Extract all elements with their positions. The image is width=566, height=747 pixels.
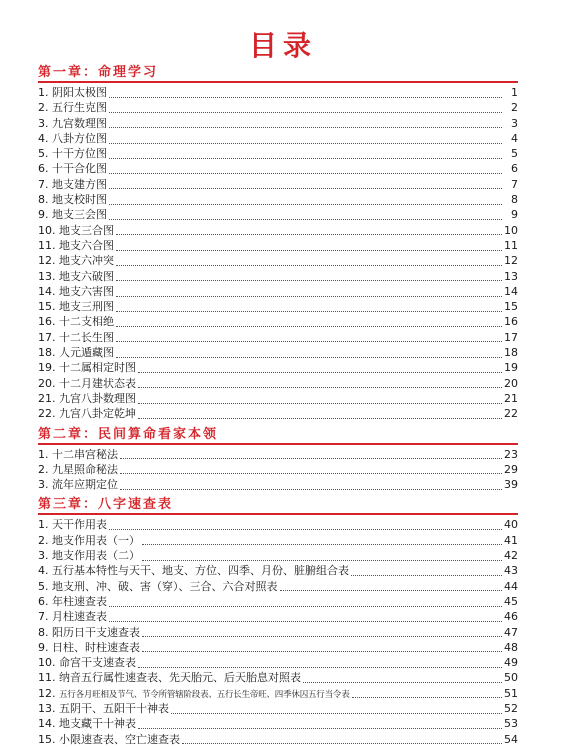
entry-label: 地支六冲突 xyxy=(59,254,114,268)
toc-entry[interactable] xyxy=(38,391,518,406)
chapter-divider xyxy=(38,513,518,515)
chapter-title: 第一章：命理学习 xyxy=(38,65,159,80)
dot-leader xyxy=(303,673,502,683)
toc-entry[interactable] xyxy=(38,548,518,563)
entry-label: 地支建方图 xyxy=(52,177,107,191)
page-title: 目录 xyxy=(248,29,317,62)
dot-leader xyxy=(120,449,502,459)
entry-label: 地支刑、冲、破、害（穿）、三合、六合对照表 xyxy=(52,579,278,593)
entry-page-number: 8 xyxy=(511,193,518,207)
entry-number: 6. xyxy=(38,162,49,176)
entry-label: 地支作用表（二） xyxy=(52,549,140,563)
entry-page-number: 5 xyxy=(511,147,518,161)
toc-entry[interactable] xyxy=(38,609,518,624)
entry-page-number: 16 xyxy=(504,315,518,329)
toc-entry[interactable] xyxy=(38,269,518,284)
toc-entry[interactable] xyxy=(38,330,518,345)
entry-label: 日柱、时柱速查表 xyxy=(52,640,140,654)
entry-page-number: 22 xyxy=(504,407,518,421)
toc-entry[interactable] xyxy=(38,360,518,375)
entry-label: 地支三合图 xyxy=(59,223,114,237)
entry-number: 18. xyxy=(38,346,56,360)
dot-leader xyxy=(351,566,502,576)
entry-page-number: 51 xyxy=(504,686,518,700)
entry-label: 地支三会图 xyxy=(52,208,107,222)
entry-number: 14. xyxy=(38,717,56,731)
entry-page-number: 52 xyxy=(504,701,518,715)
dot-leader xyxy=(116,256,502,266)
entry-number: 3. xyxy=(38,478,49,492)
entry-number: 13. xyxy=(38,701,56,715)
dot-leader xyxy=(109,179,502,189)
entry-label: 地支作用表（一） xyxy=(52,533,140,547)
toc-entry[interactable] xyxy=(38,131,518,146)
toc-entry[interactable] xyxy=(38,579,518,594)
entry-label: 阴阳太极图 xyxy=(52,86,107,99)
toc-entry[interactable] xyxy=(38,238,518,253)
toc-entry[interactable] xyxy=(38,314,518,329)
dot-leader xyxy=(116,241,502,251)
dot-leader xyxy=(116,317,502,327)
entry-label: 十干方位图 xyxy=(52,147,107,161)
entry-page-number: 19 xyxy=(504,361,518,375)
entry-number: 3. xyxy=(38,549,49,563)
entry-page-number: 9 xyxy=(511,208,518,222)
toc-entry[interactable] xyxy=(38,701,518,716)
dot-leader xyxy=(109,612,502,622)
toc-entry[interactable] xyxy=(38,594,518,609)
dot-leader xyxy=(142,642,502,652)
dot-leader xyxy=(116,348,502,358)
dot-leader xyxy=(109,597,502,607)
entry-number: 19. xyxy=(38,361,56,375)
entry-number: 10. xyxy=(38,223,56,237)
entry-page-number: 17 xyxy=(504,330,518,344)
entry-number: 20. xyxy=(38,376,56,390)
toc-entry[interactable] xyxy=(38,223,518,238)
toc-entry[interactable] xyxy=(38,100,518,115)
entry-number: 4. xyxy=(38,131,49,145)
entry-label: 十二月建状态表 xyxy=(59,376,136,390)
chapter-divider xyxy=(38,443,518,445)
entry-page-number: 20 xyxy=(504,376,518,390)
entry-label: 阳历日干支速查表 xyxy=(52,625,140,639)
chapter-divider xyxy=(38,81,518,83)
toc-entry[interactable] xyxy=(38,716,518,731)
dot-leader xyxy=(142,627,502,637)
toc-entry[interactable] xyxy=(38,177,518,192)
entry-page-number: 6 xyxy=(511,162,518,176)
entry-number: 5. xyxy=(38,579,49,593)
chapter-title: 第二章：民间算命看家本领 xyxy=(38,426,219,442)
entry-page-number: 54 xyxy=(504,732,518,746)
dot-leader xyxy=(109,103,502,113)
dot-leader xyxy=(280,581,503,591)
dot-leader xyxy=(120,480,502,490)
entry-number: 13. xyxy=(38,269,56,283)
dot-leader xyxy=(138,378,502,388)
entry-label: 九宫八卦数理图 xyxy=(59,391,136,405)
entry-page-number: 21 xyxy=(504,391,518,405)
entry-page-number: 1 xyxy=(511,86,518,99)
entry-label: 地支六害图 xyxy=(59,284,114,298)
entry-number: 10. xyxy=(38,656,56,670)
toc-entry[interactable] xyxy=(38,207,518,222)
entry-number: 21. xyxy=(38,391,56,405)
entry-page-number: 48 xyxy=(504,640,518,654)
dot-leader xyxy=(138,719,502,729)
entry-label: 九宫数理图 xyxy=(52,116,107,130)
entry-page-number: 53 xyxy=(504,717,518,731)
entry-page-number: 47 xyxy=(504,625,518,639)
entry-page-number: 29 xyxy=(504,462,518,476)
dot-leader xyxy=(138,658,502,668)
toc-entry[interactable] xyxy=(38,406,518,421)
entry-label: 地支藏干十神表 xyxy=(59,717,136,731)
entry-page-number: 41 xyxy=(504,533,518,547)
entry-number: 1. xyxy=(38,447,49,461)
entry-label: 年柱速查表 xyxy=(52,594,107,608)
entry-number: 16. xyxy=(38,315,56,329)
entry-label: 十二串宫秘法 xyxy=(52,447,118,461)
entry-label: 五行基本特性与天干、地支、方位、四季、月份、脏腑组合表 xyxy=(52,564,349,578)
chapter-section xyxy=(38,496,518,746)
dot-leader xyxy=(109,195,502,205)
dot-leader xyxy=(116,302,502,312)
entry-page-number: 42 xyxy=(504,549,518,563)
entry-page-number: 50 xyxy=(504,671,518,685)
toc-entry[interactable] xyxy=(38,517,518,532)
toc-entry[interactable] xyxy=(38,299,518,314)
toc-entry[interactable] xyxy=(38,116,518,131)
dot-leader xyxy=(109,210,502,220)
entry-number: 17. xyxy=(38,330,56,344)
entry-label: 八卦方位图 xyxy=(52,131,107,145)
entry-label: 地支六合图 xyxy=(59,238,114,252)
entry-page-number: 46 xyxy=(504,610,518,624)
dot-leader xyxy=(109,164,502,174)
entry-page-number: 11 xyxy=(504,238,518,252)
entry-label: 人元遁藏图 xyxy=(59,346,114,360)
entry-number: 12. xyxy=(38,686,56,700)
entry-page-number: 44 xyxy=(504,579,518,593)
entry-label: 九宫八卦定乾坤 xyxy=(59,407,136,421)
entry-page-number: 12 xyxy=(504,254,518,268)
entry-number: 2. xyxy=(38,462,49,476)
dot-leader xyxy=(138,363,502,373)
entry-number: 9. xyxy=(38,640,49,654)
entry-page-number: 49 xyxy=(504,656,518,670)
toc-entry[interactable] xyxy=(38,192,518,207)
entry-label: 五行各月旺相及节气、节令所管辖阶段表、五行长生帝旺、四季休囚五行当令表 xyxy=(59,689,350,700)
toc-entry[interactable] xyxy=(38,477,518,492)
toc-entry[interactable] xyxy=(38,161,518,176)
toc-entry[interactable] xyxy=(38,670,518,685)
entry-label: 小限速查表、空亡速查表 xyxy=(59,732,180,746)
dot-leader xyxy=(116,287,502,297)
chapter-section xyxy=(38,64,518,422)
entry-page-number: 14 xyxy=(504,284,518,298)
entry-label: 十二长生图 xyxy=(59,330,114,344)
entry-page-number: 45 xyxy=(504,594,518,608)
entry-number: 11. xyxy=(38,671,56,685)
entry-label: 天干作用表 xyxy=(52,518,107,532)
dot-leader xyxy=(109,149,502,159)
entry-page-number: 10 xyxy=(504,223,518,237)
dot-leader xyxy=(142,535,502,545)
toc-entry[interactable] xyxy=(38,625,518,640)
entry-label: 地支校时图 xyxy=(52,193,107,207)
entry-label: 十干合化图 xyxy=(52,162,107,176)
entry-number: 11. xyxy=(38,238,56,252)
entry-number: 8. xyxy=(38,625,49,639)
dot-leader xyxy=(109,520,502,530)
dot-leader xyxy=(171,704,502,714)
entry-page-number: 40 xyxy=(504,518,518,532)
toc-entry[interactable] xyxy=(38,533,518,548)
entry-number: 9. xyxy=(38,208,49,222)
dot-leader xyxy=(120,464,502,474)
chapter-section xyxy=(38,426,518,493)
entry-number: 7. xyxy=(38,610,49,624)
toc-entry[interactable] xyxy=(38,563,518,578)
toc-entry[interactable] xyxy=(38,655,518,670)
dot-leader xyxy=(352,688,502,698)
entry-number: 5. xyxy=(38,147,49,161)
entry-number: 3. xyxy=(38,116,49,130)
dot-leader xyxy=(138,394,502,404)
toc-entry[interactable] xyxy=(38,345,518,360)
toc-entry[interactable] xyxy=(38,447,518,462)
entry-label: 十二支相绝 xyxy=(59,315,114,329)
toc-entry[interactable] xyxy=(38,253,518,268)
dot-leader xyxy=(116,332,502,342)
dot-leader xyxy=(109,118,502,128)
dot-leader xyxy=(116,271,502,281)
entry-page-number: 18 xyxy=(504,346,518,360)
dot-leader xyxy=(182,734,502,744)
toc-entry[interactable] xyxy=(38,146,518,161)
entry-label: 纳音五行属性速查表、先天胎元、后天胎息对照表 xyxy=(59,671,301,685)
toc-entry[interactable] xyxy=(38,686,518,701)
entry-page-number: 3 xyxy=(511,116,518,130)
entry-label: 月柱速查表 xyxy=(52,610,107,624)
entry-label: 地支三刑图 xyxy=(59,300,114,314)
entry-number: 8. xyxy=(38,193,49,207)
entry-label: 地支六破图 xyxy=(59,269,114,283)
entry-page-number: 2 xyxy=(511,101,518,115)
entry-number: 2. xyxy=(38,533,49,547)
toc-entry[interactable] xyxy=(38,376,518,391)
entry-label: 五阴干、五阳干十神表 xyxy=(59,701,169,715)
entry-page-number: 13 xyxy=(504,269,518,283)
entry-label: 五行生克图 xyxy=(52,101,107,115)
entry-number: 15. xyxy=(38,732,56,746)
entry-label: 十二属相定时图 xyxy=(59,361,136,375)
entry-page-number: 23 xyxy=(504,447,518,461)
entry-page-number: 39 xyxy=(504,478,518,492)
toc-entry[interactable] xyxy=(38,462,518,477)
dot-leader xyxy=(116,225,502,235)
entry-number: 4. xyxy=(38,564,49,578)
entry-number: 7. xyxy=(38,177,49,191)
entry-number: 1. xyxy=(38,86,49,99)
dot-leader xyxy=(142,551,502,561)
entry-number: 2. xyxy=(38,101,49,115)
entry-label: 流年应期定位 xyxy=(52,478,118,492)
entry-page-number: 43 xyxy=(504,564,518,578)
chapter-title: 第三章：八字速查表 xyxy=(38,497,174,513)
entry-label: 九星照命秘法 xyxy=(52,462,118,476)
entry-number: 12. xyxy=(38,254,56,268)
entry-page-number: 15 xyxy=(504,300,518,314)
toc-entry[interactable] xyxy=(38,284,518,299)
dot-leader xyxy=(109,134,502,144)
entry-page-number: 4 xyxy=(511,131,518,145)
toc-entry[interactable] xyxy=(38,640,518,655)
entry-page-number: 7 xyxy=(511,177,518,191)
entry-number: 6. xyxy=(38,594,49,608)
toc-entry[interactable] xyxy=(38,85,518,100)
entry-number: 14. xyxy=(38,284,56,298)
entry-number: 22. xyxy=(38,407,56,421)
entry-label: 命宫干支速查表 xyxy=(59,656,136,670)
entry-number: 1. xyxy=(38,518,49,532)
dot-leader xyxy=(109,88,502,98)
entry-number: 15. xyxy=(38,300,56,314)
table-of-contents xyxy=(38,60,518,747)
dot-leader xyxy=(138,409,502,419)
